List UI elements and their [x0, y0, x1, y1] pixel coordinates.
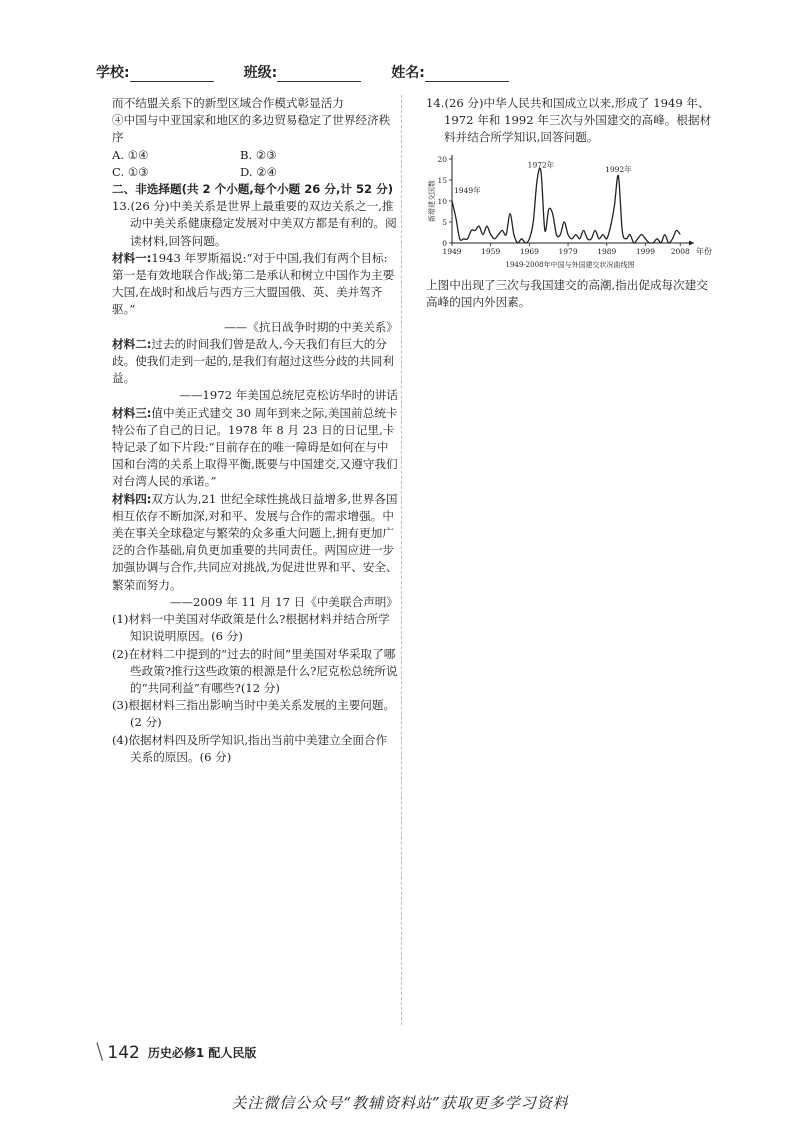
school-field[interactable] [130, 65, 214, 82]
column-divider [401, 95, 402, 1025]
class-field[interactable] [277, 65, 361, 82]
material-2-label: 材料二: [112, 336, 152, 351]
option-c: C. ①③ [112, 164, 149, 179]
sub-question-3: (3)根据材料三指出影响当时中美关系发展的主要问题。(2 分) [112, 698, 396, 730]
option-d: D. ②④ [240, 164, 278, 179]
x-axis-arrow [689, 240, 694, 245]
question-14-prompt: 上图中出现了三次与我国建交的高潮,指出促成每次建交高峰的国内外因素。 [426, 277, 708, 309]
answer-options [112, 147, 398, 181]
sub-question-4: (4)依据材料四及所学知识,指出当前中美建立全面合作关系的原因。(6 分) [112, 732, 388, 764]
sub-question-1: (1)材料一中美国对华政策是什么?根据材料并结合所学知识说明原因。(6 分) [112, 612, 390, 644]
name-field[interactable] [425, 65, 509, 82]
peak-label: 1949年 [454, 185, 481, 195]
x-axis-label: 年份 [696, 246, 712, 256]
material-3-text: 值中美正式建交 30 周年到来之际,美国前总统卡特公布了自己的日记。1978 年 8 月 23 日的日记里,卡特记录了如下片段:“目前存在的唯一障碍是如何在与中国和台湾的关系上取得平衡,既要与中国建交,又遵守我们对台湾人民的承诺。” [112, 405, 398, 489]
section-title: 二、非选择题(共 2 个小题,每个小题 26 分,计 52 分) [112, 182, 394, 197]
question-14-intro: 14.(26 分)中华人民共和国成立以来,形成了 1949 年、1972 年和 1992 年三次与外国建交的高峰。根据材料并结合所学知识,回答问题。 [426, 96, 712, 145]
x-tick-label: 1949 [442, 246, 462, 256]
peak-label: 1992年 [605, 164, 632, 174]
material-4-label: 材料四: [112, 491, 152, 506]
y-tick-label: 20 [437, 154, 447, 164]
y-tick-label: 10 [437, 196, 447, 206]
school-label: 学校: [96, 65, 130, 81]
chart-axes [452, 155, 694, 246]
series-line [452, 168, 680, 243]
chart-annotations [454, 159, 632, 194]
y-tick-label: 15 [437, 175, 447, 185]
page-footer [96, 1040, 256, 1065]
sub-question-2: (2)在材料二中提到的“过去的时间”里美国对华采取了哪些政策?推行这些政策的根源是什么?尼克松总统所说的“共同利益”有哪些?(12 分) [112, 646, 398, 695]
student-info-header [96, 62, 656, 82]
y-tick-label: 0 [442, 238, 447, 248]
material-3-label: 材料三: [112, 405, 152, 420]
material-1-source: ——《抗日战争时期的中美关系》 [224, 319, 398, 334]
material-2 [112, 336, 398, 388]
material-4-text: 双方认为,21 世纪全球性挑战日益增多,世界各国相互依存不断加深,对和平、发展与合作的需求增强。中美在事关全球稳定与繁荣的众多重大问题上,拥有更加广泛的合作基础,肩负更加重要的共同责任。两国应进一步加强协调与合作,共同应对挑战,为促进世界和平、安全、繁荣而努力。 [112, 491, 398, 592]
chart-title: 1949-2008年中国与外国建交状况曲线图 [505, 260, 635, 269]
material-1 [112, 250, 398, 319]
x-tick-label: 1979 [558, 246, 578, 256]
material-4 [112, 491, 398, 594]
material-3 [112, 405, 398, 491]
material-4-source: ——2009 年 11 月 17 日《中美联合声明》 [169, 594, 398, 609]
x-tick-label: 2008 [670, 246, 690, 256]
name-label: 姓名: [391, 65, 425, 81]
book-title: 历史必修1 配人民版 [147, 1046, 257, 1060]
material-2-text: 过去的时间我们曾是敌人,今天我们有巨大的分歧。使我们走到一起的,是我们有超过这些分歧的共同利益。 [112, 336, 394, 386]
chart-ticks [437, 155, 690, 256]
option-a: A. ①④ [112, 147, 149, 162]
option-b: B. ②③ [240, 147, 277, 162]
option-item-4: ④中国与中亚国家和地区的多边贸易稳定了世界经济秩序 [112, 113, 391, 145]
page-number: 142 [107, 1042, 140, 1063]
x-tick-label: 1999 [635, 246, 655, 256]
option-continuation: 而不结盟关系下的新型区域合作模式彰显活力 [112, 96, 344, 110]
class-label: 班级: [243, 65, 278, 81]
x-tick-label: 1989 [597, 246, 617, 256]
material-2-source: ——1972 年美国总统尼克松访华时的讲话 [179, 388, 398, 403]
peak-label: 1972年 [527, 160, 555, 170]
y-tick-label: 5 [442, 217, 447, 227]
x-tick-label: 1959 [481, 246, 501, 256]
diplomatic-relations-chart [426, 149, 716, 269]
promo-text: 关注微信公众号“教辅资料站”获取更多学习资料 [231, 1094, 569, 1112]
x-tick-label: 1969 [519, 246, 539, 256]
footer-slash: \ [96, 1040, 104, 1065]
right-column [426, 95, 716, 311]
material-1-text: 1943 年罗斯福说:“对于中国,我们有两个目标:第一是有效地联合作战;第二是承认和树立中国作为主要大国,在战时和战后与西方三大盟国俄、英、美并驾齐驱。” [112, 250, 395, 317]
question-13-intro: 13.(26 分)中美关系是世界上最重要的双边关系之一,推动中美关系健康稳定发展对中美双方都是有利的。阅读材料,回答问题。 [112, 199, 397, 248]
left-column [112, 95, 398, 766]
y-axis-label: 新增建交国数 [428, 179, 436, 222]
material-1-label: 材料一: [112, 250, 152, 265]
